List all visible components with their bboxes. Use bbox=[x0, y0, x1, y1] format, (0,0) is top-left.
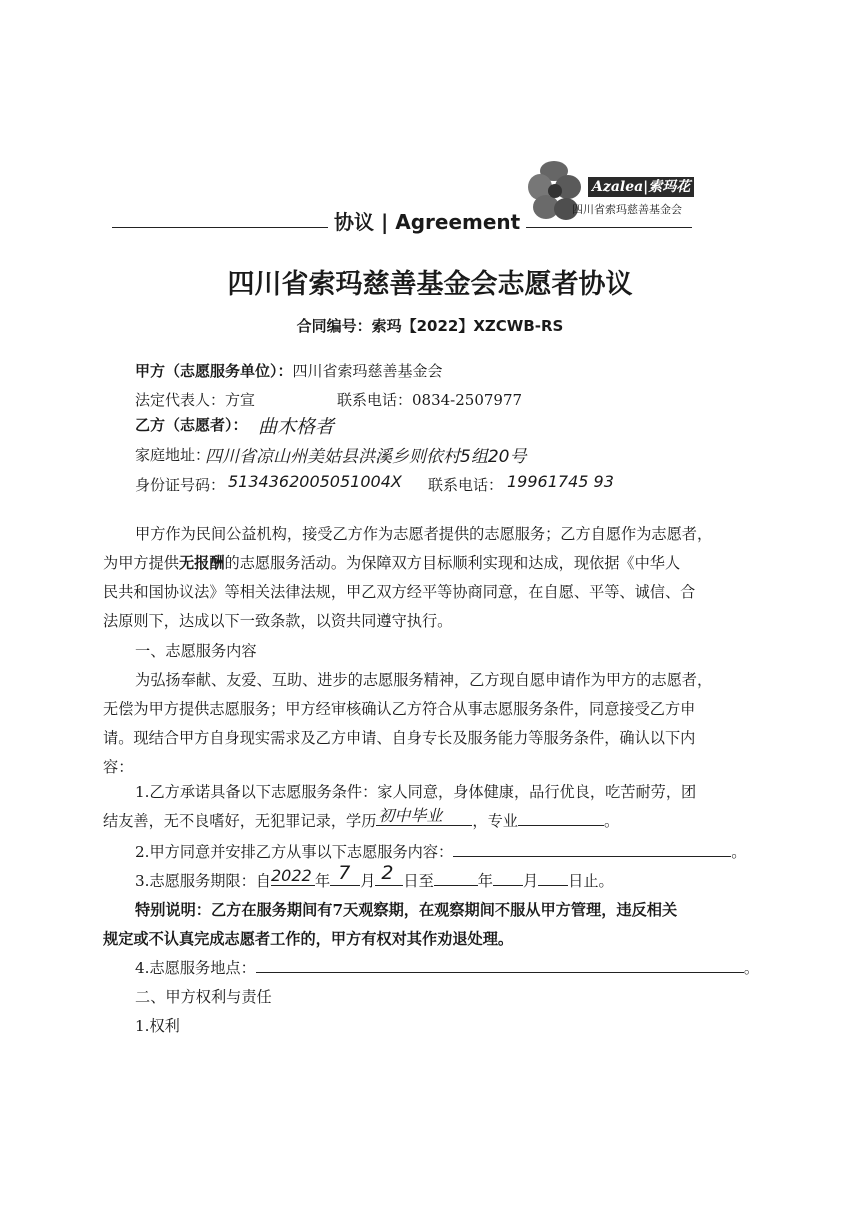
end-year-field bbox=[434, 869, 478, 886]
logo-wordmark: Azalea|索玛花 bbox=[588, 177, 694, 197]
para-1-text: 为甲方提供 bbox=[103, 554, 179, 572]
start-month-field bbox=[330, 862, 360, 886]
para-1-line-4: 法原则下，达成以下一致条款，以资共同遵守执行。 bbox=[103, 612, 453, 630]
para-1-line-1: 甲方作为民间公益机构，接受乙方作为志愿者提供的志愿服务；乙方自愿作为志愿者， bbox=[135, 525, 713, 543]
item-2-period: 。 bbox=[731, 843, 747, 861]
para-2-line-3: 请。现结合甲方自身现实需求及乙方申请、自身专长及服务能力等服务条件，确认以下内 bbox=[103, 729, 696, 747]
end-year-unit: 年 bbox=[477, 872, 493, 890]
location-field bbox=[256, 956, 744, 973]
party-b-row bbox=[135, 414, 248, 435]
address-value: 四川省凉山州美姑县洪溪乡则依村5组20号 bbox=[205, 447, 527, 467]
item-3-row bbox=[135, 862, 614, 896]
day-to-label: 日至 bbox=[403, 872, 434, 890]
education-field bbox=[376, 806, 472, 826]
item-1-line-1: 1.乙方承诺具备以下志愿服务条件：家人同意，身体健康，品行优良，吃苦耐劳，团 bbox=[135, 783, 697, 801]
start-day-field bbox=[375, 862, 403, 886]
end-month-field bbox=[493, 869, 523, 886]
start-month: 7 bbox=[338, 862, 351, 884]
month-unit: 月 bbox=[360, 872, 376, 890]
id-label: 身份证号码： bbox=[135, 476, 226, 494]
para-1-text-cont: 的志愿服务活动。为保障双方目标顺利实现和达成，现依据《中华人 bbox=[224, 554, 681, 572]
para-2-line-2: 无偿为甲方提供志愿服务；甲方经审核确认乙方符合从事志愿服务条件，同意接受乙方申 bbox=[103, 700, 696, 718]
service-content-field bbox=[453, 840, 731, 857]
end-month-unit: 月 bbox=[522, 872, 539, 890]
party-a-label: 甲方（志愿服务单位）： bbox=[135, 362, 293, 380]
special-note-line-2: 规定或不认真完成志愿者工作的，甲方有权对其作劝退处理。 bbox=[103, 930, 514, 948]
unpaid-emphasis: 无报酬 bbox=[178, 554, 225, 572]
para-2-line-4: 容： bbox=[103, 758, 134, 776]
contract-number: 合同编号：索玛【2022】XZCWB-RS bbox=[296, 317, 564, 335]
party-b-label: 乙方（志愿者）： bbox=[135, 416, 248, 434]
section-2-heading: 二、甲方权利与责任 bbox=[135, 988, 272, 1006]
education-value: 初中毕业 bbox=[378, 806, 443, 825]
logo-subtitle: 四川省索玛慈善基金会 bbox=[572, 203, 682, 216]
legal-rep: 法定代表人：方宣 bbox=[135, 391, 256, 409]
item-2-row bbox=[135, 838, 746, 867]
para-1-line-2 bbox=[103, 549, 680, 578]
party-a-value: 四川省索玛慈善基金会 bbox=[292, 362, 443, 380]
item-1-period: 。 bbox=[603, 812, 620, 830]
item-1-text: 结友善，无不良嗜好，无犯罪记录，学历 bbox=[103, 812, 377, 830]
item-4-period: 。 bbox=[743, 959, 759, 977]
para-2-line-1: 为弘扬奉献、友爱、互助、进步的志愿服务精神，乙方现自愿申请作为甲方的志愿者， bbox=[135, 671, 713, 689]
section-2-subheading: 1.权利 bbox=[135, 1017, 180, 1035]
item-2-text: 2.甲方同意并安排乙方从事以下志愿服务内容： bbox=[135, 843, 454, 861]
major-label: ，专业 bbox=[472, 812, 518, 830]
location-label: 4.志愿服务地点： bbox=[135, 959, 256, 977]
special-note-line-1: 特别说明：乙方在服务期间有7天观察期，在观察期间不服从甲方管理，违反相关 bbox=[135, 901, 678, 919]
id-value: 5134362005051004X bbox=[228, 472, 402, 491]
term-label: 3.志愿服务期限：自 bbox=[135, 872, 271, 890]
item-1-line-2 bbox=[103, 807, 619, 836]
party-a-row bbox=[135, 360, 443, 381]
para-1-line-3: 民共和国协议法》等相关法律法规，甲乙双方经平等协商同意，在自愿、平等、诚信、合 bbox=[103, 583, 696, 601]
party-b-name: 曲木格者 bbox=[258, 416, 335, 438]
end-day-label: 日止。 bbox=[568, 872, 614, 890]
start-year: 2022 bbox=[271, 866, 312, 885]
party-b-phone-label: 联系电话： bbox=[428, 476, 504, 494]
party-a-phone: 联系电话：0834-2507977 bbox=[337, 391, 523, 409]
start-day: 2 bbox=[381, 862, 394, 884]
year-unit: 年 bbox=[315, 872, 331, 890]
item-4-row bbox=[135, 954, 759, 983]
start-year-field bbox=[271, 866, 315, 886]
major-field bbox=[518, 809, 604, 826]
document-title: 四川省索玛慈善基金会志愿者协议 bbox=[227, 269, 633, 300]
section-1-heading: 一、志愿服务内容 bbox=[135, 642, 257, 660]
header-label: 协议 | Agreement bbox=[328, 206, 526, 235]
address-label: 家庭地址： bbox=[135, 446, 211, 464]
party-b-phone-value: 19961745 93 bbox=[507, 472, 614, 491]
end-day-field bbox=[538, 869, 568, 886]
